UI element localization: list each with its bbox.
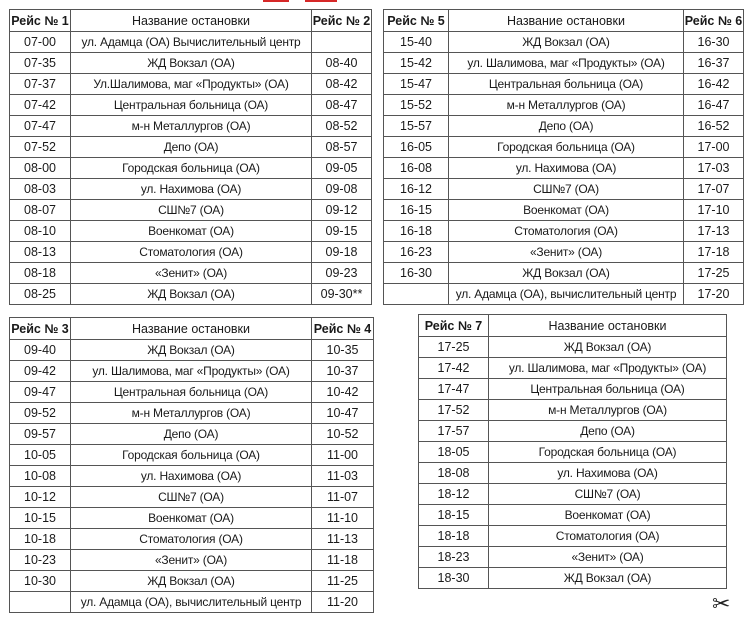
- departure-time-cell: 09-42: [10, 361, 71, 382]
- stop-name-cell: ЖД Вокзал (ОА): [71, 53, 312, 74]
- departure-time-cell: 10-12: [10, 487, 71, 508]
- stop-name-cell: «Зенит» (ОА): [71, 263, 312, 284]
- table-row: [10, 74, 372, 95]
- schedule-table-trips-1-2: [9, 9, 372, 305]
- table-row: [419, 568, 727, 589]
- stop-name-cell: ул. Шалимова, маг «Продукты» (ОА): [489, 358, 727, 379]
- table-row: [384, 74, 744, 95]
- departure-time-cell: 18-05: [419, 442, 489, 463]
- stop-name-cell: ЖД Вокзал (ОА): [71, 571, 312, 592]
- stop-name-cell: СШ№7 (ОА): [489, 484, 727, 505]
- column-header-trip-2: Рейс № 2: [312, 10, 372, 32]
- departure-time-cell: 09-12: [312, 200, 372, 221]
- table-row: [10, 53, 372, 74]
- departure-time-cell: 10-05: [10, 445, 71, 466]
- table-row: [384, 53, 744, 74]
- column-header-stop-name: Название остановки: [449, 10, 684, 32]
- departure-time-cell: 09-23: [312, 263, 372, 284]
- departure-time-cell: [384, 284, 449, 305]
- table-row: [419, 547, 727, 568]
- stop-name-cell: Военкомат (ОА): [71, 508, 312, 529]
- table-row: [10, 382, 374, 403]
- stop-name-cell: Военкомат (ОА): [71, 221, 312, 242]
- departure-time-cell: 16-47: [684, 95, 744, 116]
- table-row: [10, 529, 374, 550]
- table-row: [419, 379, 727, 400]
- departure-time-cell: 17-20: [684, 284, 744, 305]
- departure-time-cell: 17-18: [684, 242, 744, 263]
- departure-time-cell: 10-47: [312, 403, 374, 424]
- departure-time-cell: 11-00: [312, 445, 374, 466]
- departure-time-cell: 10-52: [312, 424, 374, 445]
- column-header-stop-name: Название остановки: [71, 318, 312, 340]
- table-row: [384, 95, 744, 116]
- stop-name-cell: Городская больница (ОА): [489, 442, 727, 463]
- stop-name-cell: ул. Нахимова (ОА): [71, 179, 312, 200]
- stop-name-cell: Депо (ОА): [449, 116, 684, 137]
- column-header-trip-7: Рейс № 7: [419, 315, 489, 337]
- departure-time-cell: 09-15: [312, 221, 372, 242]
- departure-time-cell: [10, 592, 71, 613]
- departure-time-cell: 16-42: [684, 74, 744, 95]
- table-row: [10, 508, 374, 529]
- departure-time-cell: 18-12: [419, 484, 489, 505]
- table-row: [10, 284, 372, 305]
- scissors-icon: ✂: [712, 592, 731, 617]
- table-row: [10, 487, 374, 508]
- stop-name-cell: Депо (ОА): [71, 137, 312, 158]
- departure-time-cell: 17-07: [684, 179, 744, 200]
- departure-time-cell: 11-07: [312, 487, 374, 508]
- table-row: [10, 361, 374, 382]
- departure-time-cell: 09-57: [10, 424, 71, 445]
- table-row: [10, 550, 374, 571]
- departure-time-cell: 11-25: [312, 571, 374, 592]
- stop-name-cell: Городская больница (ОА): [71, 158, 312, 179]
- departure-time-cell: 07-37: [10, 74, 71, 95]
- stop-name-cell: ЖД Вокзал (ОА): [489, 568, 727, 589]
- stop-name-cell: ул. Нахимова (ОА): [71, 466, 312, 487]
- table-row: [419, 358, 727, 379]
- table-row: [384, 137, 744, 158]
- table-row: [384, 32, 744, 53]
- stop-name-cell: ул. Шалимова, маг «Продукты» (ОА): [71, 361, 312, 382]
- table-row: [419, 526, 727, 547]
- departure-time-cell: 08-40: [312, 53, 372, 74]
- table-row: [419, 400, 727, 421]
- departure-time-cell: 08-47: [312, 95, 372, 116]
- departure-time-cell: 08-10: [10, 221, 71, 242]
- stop-name-cell: Стоматология (ОА): [489, 526, 727, 547]
- stop-name-cell: Военкомат (ОА): [489, 505, 727, 526]
- departure-time-cell: 18-30: [419, 568, 489, 589]
- departure-time-cell: 08-52: [312, 116, 372, 137]
- departure-time-cell: 15-47: [384, 74, 449, 95]
- departure-time-cell: 18-08: [419, 463, 489, 484]
- departure-time-cell: 16-05: [384, 137, 449, 158]
- stop-name-cell: СШ№7 (ОА): [71, 200, 312, 221]
- table-row: [10, 263, 372, 284]
- stop-name-cell: СШ№7 (ОА): [449, 179, 684, 200]
- table-row: [419, 442, 727, 463]
- departure-time-cell: 09-30**: [312, 284, 372, 305]
- departure-time-cell: 17-00: [684, 137, 744, 158]
- column-header-trip-5: Рейс № 5: [384, 10, 449, 32]
- stop-name-cell: ул. Нахимова (ОА): [449, 158, 684, 179]
- departure-time-cell: 17-42: [419, 358, 489, 379]
- departure-time-cell: 07-47: [10, 116, 71, 137]
- departure-time-cell: 17-10: [684, 200, 744, 221]
- stop-name-cell: ул. Адамца (ОА), вычислительный центр: [71, 592, 312, 613]
- stop-name-cell: м-н Металлургов (ОА): [449, 95, 684, 116]
- column-header-trip-1: Рейс № 1: [10, 10, 71, 32]
- stop-name-cell: м-н Металлургов (ОА): [71, 403, 312, 424]
- departure-time-cell: 11-03: [312, 466, 374, 487]
- stop-name-cell: ЖД Вокзал (ОА): [449, 32, 684, 53]
- table-row: [10, 158, 372, 179]
- departure-time-cell: [312, 32, 372, 53]
- table-row: [10, 424, 374, 445]
- departure-time-cell: 09-40: [10, 340, 71, 361]
- table-row: [384, 179, 744, 200]
- stop-name-cell: Городская больница (ОА): [449, 137, 684, 158]
- departure-time-cell: 08-57: [312, 137, 372, 158]
- schedule-table-trips-5-6: [383, 9, 744, 305]
- stop-name-cell: ЖД Вокзал (ОА): [71, 340, 312, 361]
- table-row: [10, 137, 372, 158]
- departure-time-cell: 17-52: [419, 400, 489, 421]
- table-row: [10, 340, 374, 361]
- stop-name-cell: «Зенит» (ОА): [449, 242, 684, 263]
- stop-name-cell: м-н Металлургов (ОА): [71, 116, 312, 137]
- departure-time-cell: 16-52: [684, 116, 744, 137]
- departure-time-cell: 16-18: [384, 221, 449, 242]
- table-row: [10, 592, 374, 613]
- departure-time-cell: 07-42: [10, 95, 71, 116]
- departure-time-cell: 17-03: [684, 158, 744, 179]
- departure-time-cell: 11-20: [312, 592, 374, 613]
- table-row: [10, 571, 374, 592]
- column-header-stop-name: Название остановки: [71, 10, 312, 32]
- column-header-trip-4: Рейс № 4: [312, 318, 374, 340]
- stop-name-cell: ул. Шалимова, маг «Продукты» (ОА): [449, 53, 684, 74]
- table-row: [10, 32, 372, 53]
- departure-time-cell: 08-03: [10, 179, 71, 200]
- departure-time-cell: 18-18: [419, 526, 489, 547]
- departure-time-cell: 10-42: [312, 382, 374, 403]
- departure-time-cell: 09-47: [10, 382, 71, 403]
- table-row: [10, 403, 374, 424]
- stop-name-cell: Центральная больница (ОА): [71, 382, 312, 403]
- departure-time-cell: 11-18: [312, 550, 374, 571]
- table-row: [10, 242, 372, 263]
- departure-time-cell: 16-30: [684, 32, 744, 53]
- stop-name-cell: «Зенит» (ОА): [71, 550, 312, 571]
- stop-name-cell: Ул.Шалимова, маг «Продукты» (ОА): [71, 74, 312, 95]
- table-row: [419, 337, 727, 358]
- departure-time-cell: 10-35: [312, 340, 374, 361]
- stop-name-cell: ЖД Вокзал (ОА): [449, 263, 684, 284]
- departure-time-cell: 08-18: [10, 263, 71, 284]
- departure-time-cell: 10-23: [10, 550, 71, 571]
- stop-name-cell: м-н Металлургов (ОА): [489, 400, 727, 421]
- departure-time-cell: 09-05: [312, 158, 372, 179]
- stop-name-cell: Депо (ОА): [489, 421, 727, 442]
- stop-name-cell: ЖД Вокзал (ОА): [71, 284, 312, 305]
- departure-time-cell: 16-08: [384, 158, 449, 179]
- departure-time-cell: 15-52: [384, 95, 449, 116]
- stop-name-cell: ул. Адамца (ОА), вычислительный центр: [449, 284, 684, 305]
- table-row: [419, 484, 727, 505]
- departure-time-cell: 17-47: [419, 379, 489, 400]
- stop-name-cell: Центральная больница (ОА): [449, 74, 684, 95]
- departure-time-cell: 08-42: [312, 74, 372, 95]
- column-header-trip-6: Рейс № 6: [684, 10, 744, 32]
- departure-time-cell: 10-15: [10, 508, 71, 529]
- departure-time-cell: 10-08: [10, 466, 71, 487]
- table-row: [10, 221, 372, 242]
- column-header-trip-3: Рейс № 3: [10, 318, 71, 340]
- stop-name-cell: «Зенит» (ОА): [489, 547, 727, 568]
- schedule-table-trip-7: [418, 314, 727, 589]
- table-row: [419, 463, 727, 484]
- departure-time-cell: 09-52: [10, 403, 71, 424]
- departure-time-cell: 08-00: [10, 158, 71, 179]
- table-row: [384, 242, 744, 263]
- table-row: [384, 263, 744, 284]
- departure-time-cell: 16-30: [384, 263, 449, 284]
- table-row: [10, 200, 372, 221]
- stop-name-cell: Стоматология (ОА): [71, 529, 312, 550]
- table-row: [10, 466, 374, 487]
- stop-name-cell: Военкомат (ОА): [449, 200, 684, 221]
- column-header-stop-name: Название остановки: [489, 315, 727, 337]
- departure-time-cell: 09-08: [312, 179, 372, 200]
- departure-time-cell: 08-13: [10, 242, 71, 263]
- departure-time-cell: 17-25: [419, 337, 489, 358]
- departure-time-cell: 10-37: [312, 361, 374, 382]
- table-row: [10, 445, 374, 466]
- departure-time-cell: 09-18: [312, 242, 372, 263]
- stop-name-cell: ул. Адамца (ОА) Вычислительный центр: [71, 32, 312, 53]
- departure-time-cell: 11-13: [312, 529, 374, 550]
- departure-time-cell: 15-42: [384, 53, 449, 74]
- table-row: [384, 200, 744, 221]
- departure-time-cell: 16-23: [384, 242, 449, 263]
- stop-name-cell: ЖД Вокзал (ОА): [489, 337, 727, 358]
- stop-name-cell: Центральная больница (ОА): [71, 95, 312, 116]
- stop-name-cell: ул. Нахимова (ОА): [489, 463, 727, 484]
- stop-name-cell: Стоматология (ОА): [449, 221, 684, 242]
- table-row: [10, 179, 372, 200]
- red-header-fragment: [263, 0, 289, 2]
- departure-time-cell: 10-18: [10, 529, 71, 550]
- departure-time-cell: 08-07: [10, 200, 71, 221]
- departure-time-cell: 17-13: [684, 221, 744, 242]
- stop-name-cell: Депо (ОА): [71, 424, 312, 445]
- schedule-table-trips-3-4: [9, 317, 374, 613]
- departure-time-cell: 08-25: [10, 284, 71, 305]
- departure-time-cell: 15-57: [384, 116, 449, 137]
- departure-time-cell: 18-23: [419, 547, 489, 568]
- departure-time-cell: 17-57: [419, 421, 489, 442]
- table-row: [10, 95, 372, 116]
- table-row: [384, 158, 744, 179]
- stop-name-cell: СШ№7 (ОА): [71, 487, 312, 508]
- departure-time-cell: 16-12: [384, 179, 449, 200]
- departure-time-cell: 07-35: [10, 53, 71, 74]
- departure-time-cell: 18-15: [419, 505, 489, 526]
- table-row: [384, 221, 744, 242]
- table-row: [419, 421, 727, 442]
- stop-name-cell: Стоматология (ОА): [71, 242, 312, 263]
- stop-name-cell: Центральная больница (ОА): [489, 379, 727, 400]
- table-row: [384, 284, 744, 305]
- departure-time-cell: 15-40: [384, 32, 449, 53]
- departure-time-cell: 16-37: [684, 53, 744, 74]
- departure-time-cell: 10-30: [10, 571, 71, 592]
- table-row: [419, 505, 727, 526]
- stop-name-cell: Городская больница (ОА): [71, 445, 312, 466]
- red-header-fragment: [305, 0, 337, 2]
- departure-time-cell: 11-10: [312, 508, 374, 529]
- table-row: [384, 116, 744, 137]
- departure-time-cell: 07-52: [10, 137, 71, 158]
- departure-time-cell: 16-15: [384, 200, 449, 221]
- departure-time-cell: 07-00: [10, 32, 71, 53]
- table-row: [10, 116, 372, 137]
- departure-time-cell: 17-25: [684, 263, 744, 284]
